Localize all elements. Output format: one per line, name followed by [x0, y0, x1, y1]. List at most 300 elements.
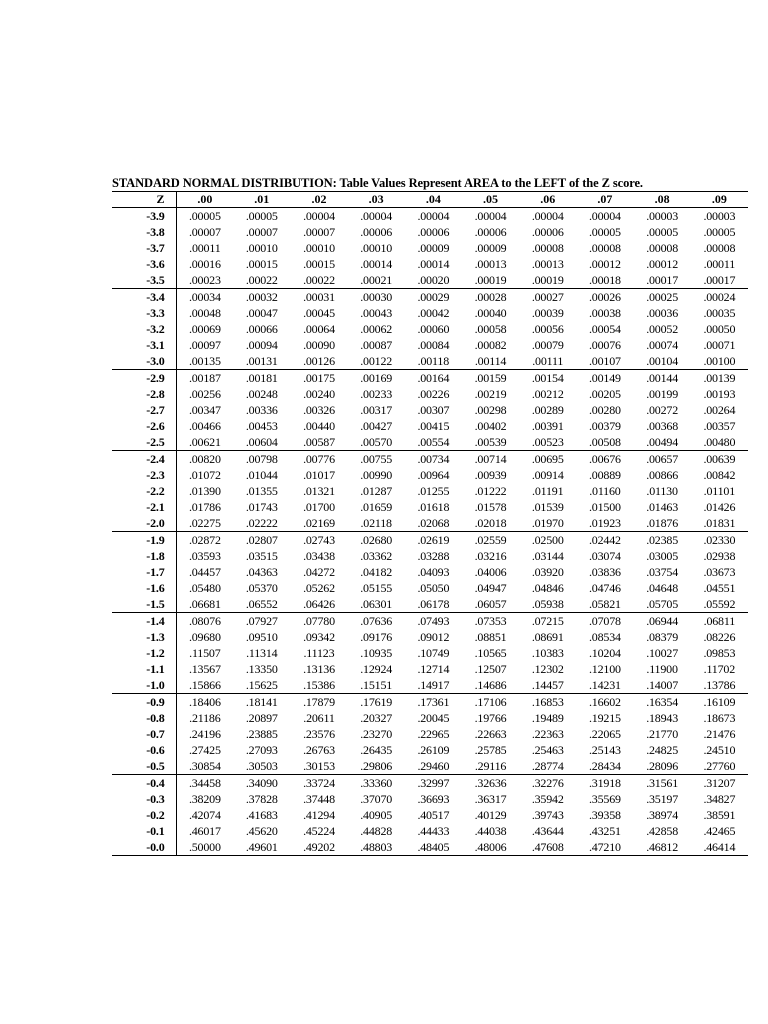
area-value-cell: .00714 [474, 452, 507, 466]
area-value-cell: .00071 [703, 338, 736, 352]
area-value-cell: .00453 [245, 419, 278, 433]
table-row [112, 353, 748, 370]
area-value-cell: .00695 [531, 452, 564, 466]
area-value-cell: .00004 [417, 209, 450, 223]
area-value-cell: .03288 [417, 549, 450, 563]
table-row [112, 677, 748, 694]
area-value-cell: .00010 [245, 241, 278, 255]
area-value-cell: .00317 [360, 403, 393, 417]
area-value-cell: .12507 [474, 662, 507, 676]
table-row [112, 515, 748, 532]
area-value-cell: .04363 [245, 565, 278, 579]
area-value-cell: .00022 [233, 272, 290, 289]
area-value-cell: .00554 [405, 434, 462, 451]
area-value-cell: .11702 [703, 662, 736, 676]
area-value-cell: .44828 [360, 824, 393, 838]
area-value-cell: .00019 [462, 272, 519, 289]
table-row [112, 483, 748, 499]
area-value-cell: .14917 [405, 677, 462, 694]
area-value-cell: .02275 [176, 515, 233, 532]
area-value-cell: .00008 [703, 241, 736, 255]
column-header: .08 [634, 192, 691, 208]
area-value-cell: .06681 [176, 596, 233, 613]
column-header-z: Z [112, 192, 176, 208]
area-value-cell: .18673 [703, 711, 736, 725]
area-value-cell: .26109 [417, 743, 450, 757]
area-value-cell: .00440 [303, 419, 335, 433]
area-value-cell: .42858 [646, 824, 678, 838]
area-value-cell: .00090 [303, 338, 335, 352]
area-value-cell: .00734 [417, 452, 450, 466]
area-value-cell: .13136 [303, 662, 335, 676]
table-row [112, 434, 748, 451]
area-value-cell: .00307 [417, 403, 450, 417]
z-score-cell: -1.4 [112, 613, 176, 630]
table-row [112, 224, 748, 240]
z-score-cell: -1.7 [112, 564, 176, 580]
area-value-cell: .11123 [303, 646, 335, 660]
area-value-cell: .00347 [188, 403, 221, 417]
area-value-cell: .00280 [589, 403, 621, 417]
z-score-cell: -2.5 [112, 434, 176, 451]
area-value-cell: .02559 [474, 533, 507, 547]
area-value-cell: .50000 [176, 839, 233, 856]
area-value-cell: .00657 [646, 452, 678, 466]
area-value-cell: .00122 [348, 353, 405, 370]
z-score-cell: -2.1 [112, 499, 176, 515]
area-value-cell: .00005 [646, 225, 678, 239]
area-value-cell: .43644 [531, 824, 564, 838]
area-value-cell: .27425 [188, 743, 221, 757]
area-value-cell: .00008 [531, 241, 564, 255]
area-value-cell: .03005 [646, 549, 678, 563]
area-value-cell: .00064 [303, 322, 335, 336]
area-value-cell: .00024 [703, 290, 736, 304]
area-value-cell: .29806 [348, 758, 405, 775]
area-value-cell: .00012 [589, 257, 621, 271]
area-value-cell: .05262 [303, 581, 335, 595]
area-value-cell: .00082 [474, 338, 507, 352]
area-value-cell: .26763 [303, 743, 335, 757]
area-value-cell: .16853 [531, 695, 564, 709]
area-value-cell: .00097 [188, 338, 221, 352]
area-value-cell: .03515 [245, 549, 278, 563]
table-row [112, 694, 748, 711]
area-value-cell: .23885 [245, 727, 278, 741]
area-value-cell: .00842 [703, 468, 736, 482]
area-value-cell: .00079 [531, 338, 564, 352]
area-value-cell: .02118 [348, 515, 405, 532]
z-score-cell: -1.2 [112, 645, 176, 661]
area-value-cell: .01044 [245, 468, 278, 482]
area-value-cell: .00494 [634, 434, 691, 451]
z-score-cell: -3.9 [112, 208, 176, 225]
area-value-cell: .03920 [531, 565, 564, 579]
z-score-cell: -3.3 [112, 305, 176, 321]
area-value-cell: .15151 [348, 677, 405, 694]
area-value-cell: .00004 [589, 209, 621, 223]
area-value-cell: .00047 [245, 306, 278, 320]
area-value-cell: .00298 [474, 403, 507, 417]
area-value-cell: .28774 [519, 758, 576, 775]
area-value-cell: .00006 [417, 225, 450, 239]
area-value-cell: .00012 [646, 257, 678, 271]
area-value-cell: .00007 [188, 225, 221, 239]
area-value-cell: .00009 [474, 241, 507, 255]
area-value-cell: .03362 [360, 549, 393, 563]
area-value-cell: .04648 [646, 581, 678, 595]
area-value-cell: .11314 [246, 646, 278, 660]
area-value-cell: .00205 [589, 387, 621, 401]
area-value-cell: .07780 [303, 614, 335, 628]
area-value-cell: .46812 [634, 839, 691, 856]
area-value-cell: .00466 [188, 419, 221, 433]
area-value-cell: .00135 [176, 353, 233, 370]
area-value-cell: .10383 [531, 646, 564, 660]
area-value-cell: .07215 [531, 614, 564, 628]
area-value-cell: .00256 [188, 387, 221, 401]
area-value-cell: .28434 [576, 758, 633, 775]
table-row [112, 321, 748, 337]
area-value-cell: .00240 [303, 387, 335, 401]
area-value-cell: .49601 [233, 839, 290, 856]
area-value-cell: .01222 [474, 484, 507, 498]
area-value-cell: .00248 [245, 387, 278, 401]
area-value-cell: .41294 [303, 808, 335, 822]
area-value-cell: .00139 [703, 371, 736, 385]
area-value-cell: .04182 [360, 565, 393, 579]
area-value-cell: .03673 [703, 565, 736, 579]
area-value-cell: .00050 [703, 322, 736, 336]
area-value-cell: .00013 [474, 257, 507, 271]
area-value-cell: .19215 [589, 711, 621, 725]
area-value-cell: .20327 [360, 711, 393, 725]
area-value-cell: .19766 [474, 711, 507, 725]
area-value-cell: .00040 [474, 306, 507, 320]
z-score-cell: -3.0 [112, 353, 176, 370]
area-value-cell: .01831 [691, 515, 748, 532]
column-header: .00 [176, 192, 233, 208]
area-value-cell: .35942 [531, 792, 564, 806]
area-value-cell: .14007 [634, 677, 691, 694]
area-value-cell: .03836 [589, 565, 621, 579]
area-value-cell: .00029 [417, 290, 450, 304]
area-value-cell: .00052 [646, 322, 678, 336]
area-value-cell: .38209 [188, 792, 221, 806]
area-value-cell: .31207 [703, 776, 736, 790]
area-value-cell: .11900 [646, 662, 678, 676]
z-score-cell: -1.8 [112, 548, 176, 564]
area-value-cell: .21476 [703, 727, 736, 741]
area-value-cell: .15386 [290, 677, 347, 694]
area-value-cell: .00060 [417, 322, 450, 336]
area-value-cell: .02938 [703, 549, 736, 563]
area-value-cell: .05370 [245, 581, 278, 595]
area-value-cell: .00289 [531, 403, 564, 417]
area-value-cell: .01130 [646, 484, 678, 498]
area-value-cell: .00357 [703, 419, 736, 433]
area-value-cell: .00014 [360, 257, 393, 271]
area-value-cell: .00126 [290, 353, 347, 370]
area-value-cell: .42465 [703, 824, 736, 838]
area-value-cell: .24196 [188, 727, 221, 741]
area-value-cell: .06811 [703, 614, 736, 628]
z-score-cell: -3.1 [112, 337, 176, 353]
table-row [112, 661, 748, 677]
table-body [112, 208, 748, 856]
area-value-cell: .40905 [360, 808, 393, 822]
area-value-cell: .09853 [703, 646, 736, 660]
area-value-cell: .45224 [303, 824, 335, 838]
z-score-cell: -2.8 [112, 386, 176, 402]
area-value-cell: .12924 [360, 662, 393, 676]
z-score-cell: -3.2 [112, 321, 176, 337]
area-value-cell: .02680 [360, 533, 393, 547]
area-value-cell: .09510 [245, 630, 278, 644]
area-value-cell: .00011 [703, 257, 736, 271]
area-value-cell: .00004 [360, 209, 393, 223]
area-value-cell: .00008 [646, 241, 678, 255]
z-score-cell: -3.8 [112, 224, 176, 240]
area-value-cell: .39743 [531, 808, 564, 822]
area-value-cell: .02222 [233, 515, 290, 532]
table-row [112, 839, 748, 856]
area-value-cell: .00030 [360, 290, 393, 304]
area-value-cell: .00570 [348, 434, 405, 451]
area-value-cell: .00100 [691, 353, 748, 370]
z-score-cell: -2.7 [112, 402, 176, 418]
area-value-cell: .37070 [360, 792, 393, 806]
z-score-cell: -0.5 [112, 758, 176, 775]
table-title: STANDARD NORMAL DISTRIBUTION: Table Values Represent AREA to the LEFT of the Z score. [112, 176, 643, 190]
area-value-cell: .21770 [646, 727, 678, 741]
area-value-cell: .01970 [519, 515, 576, 532]
area-value-cell: .07078 [589, 614, 621, 628]
z-score-cell: -0.4 [112, 775, 176, 792]
area-value-cell: .17619 [360, 695, 393, 709]
area-value-cell: .00272 [646, 403, 678, 417]
area-value-cell: .00042 [417, 306, 450, 320]
area-value-cell: .00131 [233, 353, 290, 370]
table-row [112, 386, 748, 402]
table-row [112, 451, 748, 468]
table-row [112, 467, 748, 483]
area-value-cell: .00006 [531, 225, 564, 239]
area-value-cell: .00621 [176, 434, 233, 451]
area-value-cell: .00114 [462, 353, 519, 370]
area-value-cell: .04272 [303, 565, 335, 579]
area-value-cell: .20897 [245, 711, 278, 725]
table-row [112, 272, 748, 289]
area-value-cell: .01876 [634, 515, 691, 532]
area-value-cell: .08534 [589, 630, 621, 644]
area-value-cell: .00111 [519, 353, 576, 370]
area-value-cell: .02068 [405, 515, 462, 532]
area-value-cell: .01160 [589, 484, 621, 498]
area-value-cell: .10935 [360, 646, 393, 660]
area-value-cell: .20611 [303, 711, 335, 725]
area-value-cell: .00056 [531, 322, 564, 336]
z-score-cell: -2.0 [112, 515, 176, 532]
area-value-cell: .00016 [188, 257, 221, 271]
area-value-cell: .00005 [245, 209, 278, 223]
area-value-cell: .00022 [290, 272, 347, 289]
area-value-cell: .00379 [589, 419, 621, 433]
area-value-cell: .00939 [474, 468, 507, 482]
area-value-cell: .00074 [646, 338, 678, 352]
area-value-cell: .00154 [531, 371, 564, 385]
area-value-cell: .17361 [417, 695, 450, 709]
area-value-cell: .00005 [589, 225, 621, 239]
table-row [112, 305, 748, 321]
column-header: .06 [519, 192, 576, 208]
area-value-cell: .10204 [589, 646, 621, 660]
area-value-cell: .38591 [703, 808, 736, 822]
area-value-cell: .34458 [188, 776, 221, 790]
area-value-cell: .00027 [531, 290, 564, 304]
area-value-cell: .02743 [303, 533, 335, 547]
area-value-cell: .06057 [462, 596, 519, 613]
area-value-cell: .00058 [474, 322, 507, 336]
area-value-cell: .03593 [188, 549, 221, 563]
area-value-cell: .00187 [188, 371, 221, 385]
area-value-cell: .01463 [646, 500, 678, 514]
z-score-cell: -2.3 [112, 467, 176, 483]
area-value-cell: .48405 [405, 839, 462, 856]
area-value-cell: .38974 [646, 808, 678, 822]
area-value-cell: .32997 [417, 776, 450, 790]
area-value-cell: .35569 [589, 792, 621, 806]
area-value-cell: .31561 [646, 776, 678, 790]
area-value-cell: .01191 [532, 484, 564, 498]
area-value-cell: .33360 [360, 776, 393, 790]
area-value-cell: .00062 [360, 322, 393, 336]
area-value-cell: .00006 [474, 225, 507, 239]
area-value-cell: .00368 [646, 419, 678, 433]
column-header: .04 [405, 192, 462, 208]
area-value-cell: .08851 [474, 630, 507, 644]
area-value-cell: .10027 [646, 646, 678, 660]
area-value-cell: .40129 [474, 808, 507, 822]
area-value-cell: .02500 [531, 533, 564, 547]
table-row [112, 370, 748, 387]
area-value-cell: .18943 [646, 711, 678, 725]
table-row [112, 629, 748, 645]
area-value-cell: .16109 [703, 695, 736, 709]
z-score-cell: -1.5 [112, 596, 176, 613]
area-value-cell: .00020 [405, 272, 462, 289]
area-value-cell: .00032 [245, 290, 278, 304]
area-value-cell: .13567 [188, 662, 221, 676]
area-value-cell: .00676 [589, 452, 621, 466]
area-value-cell: .05480 [188, 581, 221, 595]
area-value-cell: .00914 [531, 468, 564, 482]
area-value-cell: .08076 [188, 614, 221, 628]
area-value-cell: .00018 [576, 272, 633, 289]
area-value-cell: .13786 [691, 677, 748, 694]
z-score-cell: -1.9 [112, 532, 176, 549]
area-value-cell: .00014 [417, 257, 450, 271]
area-value-cell: .00094 [245, 338, 278, 352]
z-score-cell: -0.1 [112, 823, 176, 839]
area-value-cell: .00005 [703, 225, 736, 239]
area-value-cell: .10749 [417, 646, 450, 660]
z-score-cell: -0.3 [112, 791, 176, 807]
area-value-cell: .24825 [646, 743, 678, 757]
area-value-cell: .36693 [417, 792, 450, 806]
table-row [112, 775, 748, 792]
area-value-cell: .00539 [462, 434, 519, 451]
table-row [112, 807, 748, 823]
area-value-cell: .09342 [303, 630, 335, 644]
area-value-cell: .01390 [188, 484, 221, 498]
area-value-cell: .12100 [589, 662, 621, 676]
area-value-cell: .00326 [303, 403, 335, 417]
area-value-cell: .00226 [417, 387, 450, 401]
table-row [112, 580, 748, 596]
area-value-cell: .48803 [348, 839, 405, 856]
area-value-cell: .01539 [531, 500, 564, 514]
area-value-cell: .05705 [634, 596, 691, 613]
area-value-cell: .35197 [646, 792, 678, 806]
area-value-cell: .00007 [245, 225, 278, 239]
area-value-cell: .11507 [189, 646, 221, 660]
area-value-cell: .00034 [188, 290, 221, 304]
area-value-cell: .00039 [531, 306, 564, 320]
area-value-cell: .22663 [474, 727, 507, 741]
area-value-cell: .00964 [417, 468, 450, 482]
area-value-cell: .16602 [589, 695, 621, 709]
area-value-cell: .20045 [417, 711, 450, 725]
area-value-cell: .06178 [405, 596, 462, 613]
area-value-cell: .00866 [646, 468, 678, 482]
area-value-cell: .14457 [519, 677, 576, 694]
area-value-cell: .00415 [417, 419, 450, 433]
area-value-cell: .42074 [188, 808, 221, 822]
z-score-cell: -3.6 [112, 256, 176, 272]
column-header: .09 [691, 192, 748, 208]
area-value-cell: .00118 [405, 353, 462, 370]
area-value-cell: .00004 [474, 209, 507, 223]
area-value-cell: .00776 [303, 452, 335, 466]
area-value-cell: .28096 [634, 758, 691, 775]
area-value-cell: .00587 [290, 434, 347, 451]
area-value-cell: .34827 [703, 792, 736, 806]
area-value-cell: .30503 [233, 758, 290, 775]
area-value-cell: .23270 [360, 727, 393, 741]
area-value-cell: .00009 [417, 241, 450, 255]
area-value-cell: .31918 [589, 776, 621, 790]
area-value-cell: .00013 [531, 257, 564, 271]
area-value-cell: .26435 [360, 743, 393, 757]
area-value-cell: .00391 [531, 419, 564, 433]
area-value-cell: .00107 [576, 353, 633, 370]
table-row [112, 645, 748, 661]
area-value-cell: .22065 [589, 727, 621, 741]
area-value-cell: .00149 [589, 371, 621, 385]
area-value-cell: .06426 [290, 596, 347, 613]
area-value-cell: .49202 [290, 839, 347, 856]
column-header: .03 [348, 192, 405, 208]
area-value-cell: .40517 [417, 808, 450, 822]
table-row [112, 596, 748, 613]
area-value-cell: .00005 [188, 209, 221, 223]
area-value-cell: .39358 [589, 808, 621, 822]
area-value-cell: .05155 [360, 581, 393, 595]
area-value-cell: .00006 [360, 225, 393, 239]
area-value-cell: .46017 [188, 824, 221, 838]
area-value-cell: .00169 [360, 371, 393, 385]
